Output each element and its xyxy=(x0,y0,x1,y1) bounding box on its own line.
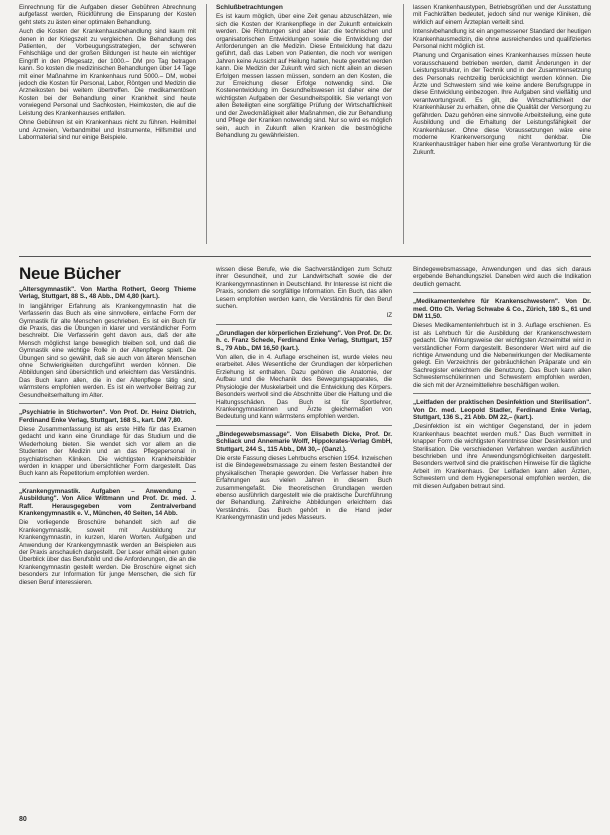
page-number: 80 xyxy=(19,816,27,823)
review-separator xyxy=(413,393,591,394)
review-text: wissen diese Berufe, wie die Sachverständigen zum Schutz ihrer Gesundheit, und zur Landwirtschaft sowie die der Krankengymnastinnen in Deutschland. Ihr Interesse ist nicht die Praxis, sondern die sorgfältige Information. Ein Buch, das allen Lesern empfohlen werden kann, die Verständnis für den Beruf suchen. xyxy=(216,266,392,311)
review-separator xyxy=(19,482,196,483)
review-text: Von allen, die in 4. Auflage erscheinen ist, wurde vieles neu erarbeitet. Alles Wesentliche der Grundlagen der körperlichen Erziehung ist enthalten. Dazu gehören die Anatomie, der Aufbau und die Mechanik des Bewegungsapparates, die Physiologie der Muskelarbeit und die Entwicklung des Körpers. Besonders wertvoll sind die Abschnitte über die Haltung und die Haltungsschäden. Das Buch ist für Sportlehrer, Krankengymnastinnen und Ärzte gleichermaßen von Bedeutung und kann wärmstens empfohlen werden. xyxy=(216,354,392,421)
review-text: „Desinfektion ist ein wichtiger Gegenstand, der in jedem Krankenhaus beachtet werden muß." Das Buch vermittelt in knapper Form die wichtigsten Kenntnisse über Desinfektion und Sterilisation. Die verschiedenen Verfahren werden ausführlich beschrieben und ihre Anwendungsmöglichkeiten dargestellt. Besonders wertvoll sind die praktischen Hinweise für die tägliche Arbeit im Krankenhaus. Der Leitfaden kann allen Ärzten, Schwestern und dem Hygienepersonal empfohlen werden, die mit diesen Aufgaben betraut sind. xyxy=(413,423,591,490)
column-divider xyxy=(403,4,404,244)
book-title: „Grundlagen der körperlichen Erziehung". Von Prof. Dr. Dr. h. c. Franz Schede, Ferdinand Enke Verlag, Stuttgart, 157 S., 79 Abb., DM 16,50 (kart.). xyxy=(216,329,392,352)
review-text: Die vorliegende Broschüre behandelt sich auf die Krankengymnastik, soweit mit Ausbildung zur Krankengymnastin, in kurzen, klaren Worten. Aufgaben und Anwendung der Krankengymnastik werden an Beispielen aus der Praxis anschaulich dargestellt. Der Leser erhält einen guten Überblick über das Berufsbild und die Anforderungen, die an die Krankengymnastin gestellt werden. Die Broschüre eignet sich besonders zur Information für junge Menschen, die sich für diesen Beruf interessieren. xyxy=(19,519,196,586)
review-text: In langjähriger Erfahrung als Krankengymnastin hat die Verfasserin das Buch als eine sinnvollere, einfache Form der Gymnastik für alte Menschen geschrieben. Es ist ein Buch für die Praxis, das die Übungen in klarer und verständlicher Form beschreibt. Die Verfasserin geht davon aus, daß der alte Mensch möglichst lange beweglich bleiben soll, und daß die Gymnastik eine wichtige Rolle in der Altenpflege spielt. Die Übungen sind so gewählt, daß sie auch von älteren Menschen ohne Schwierigkeiten durchgeführt werden können. Die Abbildungen sind übersichtlich und erleichtern das Verständnis. Das Buch kann allen, die in der Altenpflege tätig sind, wärmstens empfohlen werden. Es ist ein wertvoller Beitrag zur Gesundheitserhaltung im Alter. xyxy=(19,302,196,399)
book-title: „Medikamentenlehre für Krankenschwestern". Von Dr. med. Otto Ch. Verlag Schwabe & Co., Zürich, 180 S., 61 und DM 11,50. xyxy=(413,298,591,321)
paragraph: Auch die Kosten der Krankenhausbehandlung sind kaum mit denen in der Kriegszeit zu vergleichen. Die Behandlung des Patienten, der Vorbeugungsstrategien, der schweren Fehlschläge und der großen Bildungen ist heute ein wichtiger Eingriff in den Pflegesatz, der 1000.– DM pro Tag betragen kann. So kosten die medizinischen Behandlungen über 14 Tage mit einer Maßnahme im Krankenhaus rund 5000.– DM, wobei jedoch die Kosten für Personal, Labor, Röntgen und Medizin die Arzneikosten bei weitem übertreffen. Die medikamentösen Kosten bei der Behandlung einer Krankheit sind heute vorwiegend Personal und Sachkosten, Heimkosten, die auf die Leistung des Krankenhauses entfallen. xyxy=(19,28,196,117)
upper-column-3 xyxy=(413,4,591,254)
paragraph: Einrechnung für die Aufgaben dieser Gebühren Abrechnung aufgefasst werden, Rückführung die Einsparung der Kosten geht stets zu ästen einer optimalen Behandlung. xyxy=(19,4,196,26)
book-title: „Bindegewebsmassage". Von Elisabeth Dicke, Prof. Dr. Schliack und Annemarie Wolff, Hippokrates-Verlag GmbH, Stuttgart, 244 S., 115 Abb., DM 30,– (Ganzl.). xyxy=(216,430,392,453)
section-heading: Schlußbetrachtungen xyxy=(216,4,283,11)
review-text: Bindegewebsmassage, Anwendungen und das sich daraus ergebende Behandlungsziel. Daneben wird auch die Indikation deutlich gemacht. xyxy=(413,266,591,288)
book-title: „Altersgymnastik". Von Martha Rothert, Georg Thieme Verlag, Stuttgart, 88 S., 48 Abb., DM 4,80 (kart.). xyxy=(19,286,196,301)
review-separator xyxy=(216,425,392,426)
review-text: Die erste Fassung dieses Lehrbuchs erschien 1954. Inzwischen ist die Bindegewebsmassage zu einem festen Bestandteil der physikalischen Therapie geworden. Die Verfasser haben ihre Erfahrungen aus vielen Jahren in diesem Buch zusammengefaßt. Die theoretischen Grundlagen werden ebenso ausführlich dargestellt wie die praktische Durchführung der Behandlung. Zahlreiche Abbildungen erleichtern das Verständnis. Das Buch gehört in die Hand jeder Krankengymnastin und jedes Masseurs. xyxy=(216,454,392,522)
upper-column-1 xyxy=(19,4,196,254)
book-title: „Krankengymnastik. Aufgaben – Anwendung – Ausbildung". Von Alice Wittmann und Prof. Dr. med. J. Raff. Herausgegeben vom Zentralverband Krankengymnastik e. V., München, 40 Seiten, 14 Abb. xyxy=(19,487,196,517)
review-text: Dieses Medikamentenlehrbuch ist in 3. Auflage erschienen. Es ist als Lehrbuch für die Ausbildung der Krankenschwestern gedacht. Die Wirkungsweise der wichtigsten Arzneimittel wird in verständlicher Form dargestellt. Besonderer Wert wird auf die richtige Anwendung und die Nebenwirkungen der Medikamente gelegt. Ein Verzeichnis der gebräuchlichen Präparate und ein Sachregister erleichtern die Benutzung. Das Buch kann allen Schwesternschülerinnen und Schwestern empfohlen werden, die sich mit der Arzneimittellehre beschäftigen wollen. xyxy=(413,322,591,389)
section-rule xyxy=(19,256,591,257)
lower-column-3 xyxy=(413,266,591,812)
paragraph: Ohne Gebühren ist ein Krankenhaus nicht zu führen. Heilmittel und Arzneien, Verbandmittel und Instrumente, Hilfsmittel und Labormaterial sind nur einige Beispiele. xyxy=(19,119,196,141)
lower-column-1 xyxy=(19,286,196,812)
review-separator xyxy=(19,403,196,404)
paragraph: Planung und Organisation eines Krankenhauses müssen heute vorausschauend betrieben werden, damit Änderungen in der Leistungsstruktur, in der Technik und in der Zusammensetzung des Personals rechtzeitig berücksichtigt werden können. Die Ärzte und Schwestern sind wie keine andere Berufsgruppe in diese Entwicklung einbezogen. Ihre Aufgaben sind vielfältig und verantwortungsvoll. Es gilt, die Wirtschaftlichkeit der Krankenhäuser zu erhalten, ohne die Qualität der Versorgung zu gefährden. Dazu gehören eine sinnvolle Arbeitsteilung, eine gute Ausbildung und die Erhaltung der Leistungsfähigkeit der Krankenhäuser. Ohne diese Voraussetzungen wäre eine moderne Krankenversorgung nicht denkbar. Die Krankenhausträger haben hier eine große Verantwortung für die Zukunft. xyxy=(413,52,591,156)
paragraph: Intensivbehandlung ist ein angemessener Standard der heutigen Krankenhausmedizin, die ohne ausreichendes und qualifiziertes Personal nicht möglich ist. xyxy=(413,28,591,51)
book-title: „Leitfaden der praktischen Desinfektion und Sterilisation". Von Dr. med. Leopold Stadler, Ferdinand Enke Verlag, Stuttgart, 136 S., 21 Abb. DM 22,– (kart.). xyxy=(413,399,591,421)
lower-column-2 xyxy=(216,266,392,812)
section-title: Neue Bücher xyxy=(19,264,121,283)
upper-column-2 xyxy=(216,4,392,240)
review-text: Diese Zusammenfassung ist als erste Hilfe für das Examen gedacht und kann eine Grundlage für das Studium und die Wiederholung bieten. Sie wendet sich vor allem an die Studenten der Medizin und an das Pflegepersonal in psychiatrischen Kliniken. Die wichtigsten Krankheitsbilder werden in knapper und übersichtlicher Form dargestellt. Das Buch kann als Repetitorium empfohlen werden. xyxy=(19,425,196,478)
book-title: „Psychiatrie in Stichworten". Von Prof. Dr. Heinz Dietrich, Ferdinand Enke Verlag, Stuttgart, 168 S., kart. DM 7,80. xyxy=(19,409,196,424)
review-separator xyxy=(413,292,591,293)
column-divider xyxy=(206,4,207,244)
paragraph: lassen Krankenhaustypen, Betriebsgrößen und der Ausstattung mit Fachkräften bedeutet, jedoch sind nur wenige Kliniken, die wirklich auf einem Ärzteplan verteilt sind. xyxy=(413,4,591,26)
reviewer-initials: IZ xyxy=(386,312,392,320)
paragraph: Es ist kaum möglich, über eine Zeit genau abzuschätzen, wie sich die Kosten der Krankenpflege in der Zukunft entwickeln werden. Die Richtungen sind aber klar: die technischen und organisatorischen Entwicklungen sowie die Entwicklung der Anforderungen an die Medizin. Diese Entwicklung hat dazu geführt, daß das Leben von Patienten, die noch vor wenigen Jahren keine Aussicht auf Heilung hatten, heute gerettet werden kann. Die Medizin der Zukunft wird sich nicht allein an diesen Erfolgen messen lassen müssen, sondern an den Kosten, die zur Erreichung dieser Erfolge notwendig sind. Die Kostenentwicklung im Gesundheitswesen ist daher eine der wichtigsten Aufgaben der Gesundheitspolitik. Sie verlangt von allen Beteiligten eine sorgfältige Prüfung der Wirtschaftlichkeit und der Zweckmäßigkeit aller Maßnahmen, die zur Behandlung und Pflege der Kranken notwendig sind. Nur so wird es möglich sein, auch in Zukunft allen Kranken die bestmögliche Behandlung zu gewährleisten. xyxy=(216,13,392,139)
review-separator xyxy=(216,324,392,325)
